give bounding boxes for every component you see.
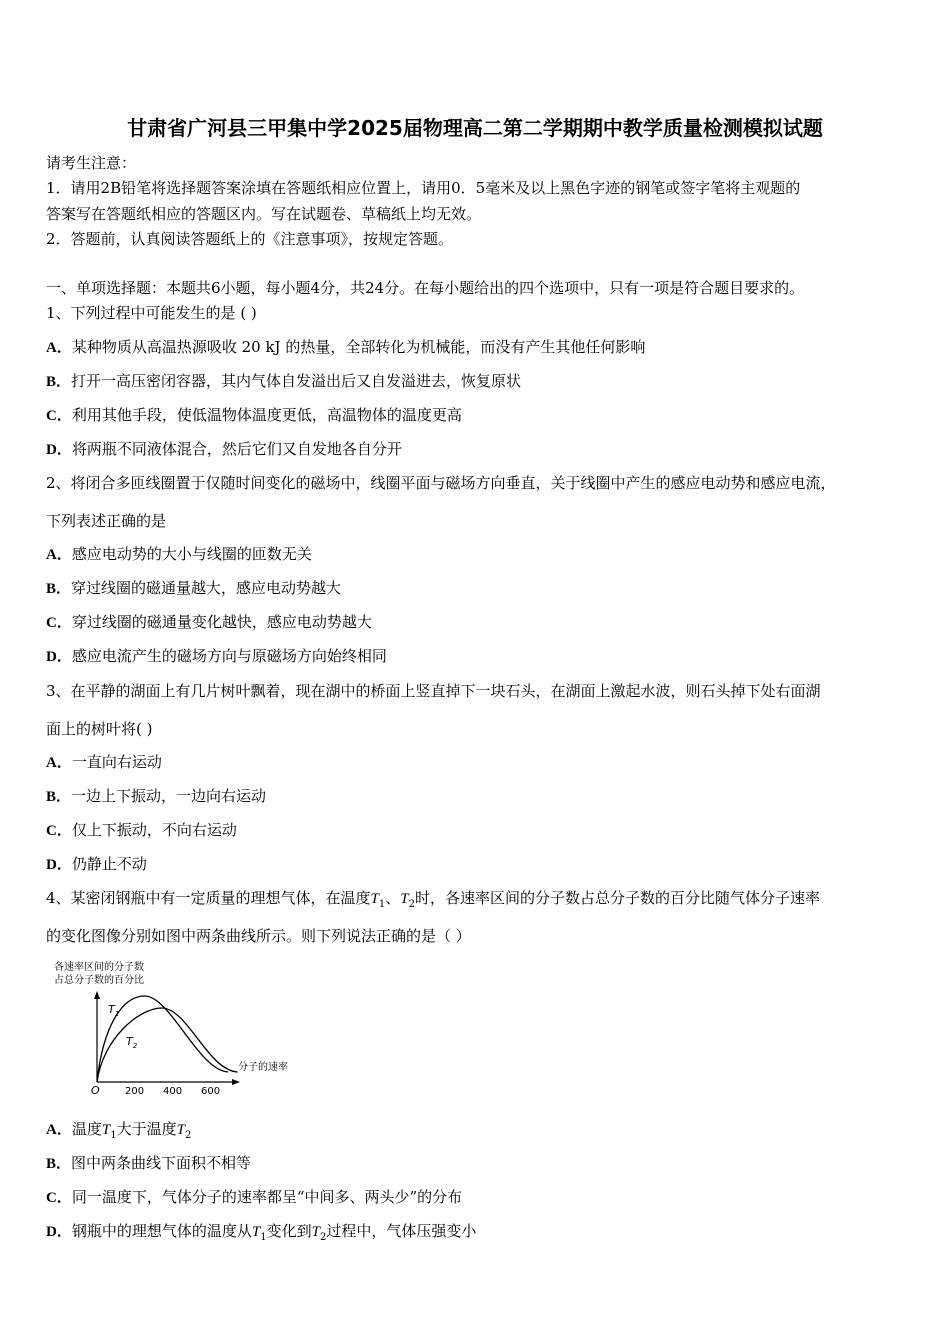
q4-option-a: A．温度$T_1$大于温度$T_2$ bbox=[46, 1120, 192, 1141]
q1-option-c: C．利用其他手段，使低温物体温度更低，高温物体的温度更高 bbox=[46, 406, 462, 424]
section-heading: 一、单项选择题：本题共6小题，每小题4分，共24分。在每小题给出的四个选项中，只有一项是符合题目要求的。 bbox=[46, 279, 805, 297]
notice-heading: 请考生注意： bbox=[46, 154, 137, 172]
q4-option-d: D．钢瓶中的理想气体的温度从$T_1$变化到$T_2$过程中，气体压强变小 bbox=[46, 1222, 477, 1243]
speed-distribution-graph bbox=[50, 958, 310, 1098]
page-title: 甘肃省广河县三甲集中学2025届物理高二第二学期期中教学质量检测模拟试题 bbox=[127, 116, 823, 140]
q2-stem-line2: 下列表述正确的是 bbox=[46, 512, 167, 530]
graph-ylabel-line1: 各速率区间的分子数 bbox=[54, 962, 144, 973]
q1-stem: 1、下列过程中可能发生的是 ( ) bbox=[46, 304, 257, 322]
x-tick-400: 400 bbox=[163, 1086, 183, 1097]
q3-option-d: D．仍静止不动 bbox=[46, 855, 147, 873]
q4-option-b: B．图中两条曲线下面积不相等 bbox=[46, 1154, 252, 1172]
x-tick-200: 200 bbox=[125, 1086, 145, 1097]
q1-option-a: A．某种物质从高温热源吸收 20 kJ 的热量，全部转化为机械能，而没有产生其他任何影响 bbox=[46, 338, 646, 356]
q3-option-a: A．一直向右运动 bbox=[46, 753, 162, 771]
curve-t1 bbox=[97, 996, 228, 1082]
q3-option-b: B．一边上下振动，一边向右运动 bbox=[46, 787, 267, 805]
notice-item2: 2．答题前，认真阅读答题纸上的《注意事项》，按规定答题。 bbox=[46, 230, 454, 248]
graph-xlabel: 分子的速率 bbox=[238, 1062, 288, 1073]
curve-t1-label: $T_1$ bbox=[108, 1003, 120, 1018]
q2-option-b: B．穿过线圈的磁通量越大，感应电动势越大 bbox=[46, 579, 342, 597]
q4-stem-line1: 4、某密闭钢瓶中有一定质量的理想气体，在温度$T_1$、$T_2$时，各速率区间的分子数占总分子数的百分比随气体分子速率 bbox=[46, 889, 821, 910]
graph-origin: O bbox=[91, 1084, 100, 1097]
q4-stem-line2: 的变化图像分别如图中两条曲线所示。则下列说法正确的是（ ） bbox=[46, 927, 471, 945]
notice-item1-line2: 答案写在答题纸相应的答题区内。写在试题卷、草稿纸上均无效。 bbox=[46, 205, 482, 223]
q3-stem-line2: 面上的树叶将( ) bbox=[46, 720, 153, 738]
q3-option-c: C．仅上下振动，不向右运动 bbox=[46, 821, 237, 839]
x-axis-arrow-icon bbox=[232, 1079, 240, 1085]
curve-t2 bbox=[97, 1008, 238, 1082]
q1-option-d: D．将两瓶不同液体混合，然后它们又自发地各自分开 bbox=[46, 440, 402, 458]
q1-option-b: B．打开一高压密闭容器，其内气体自发溢出后又自发溢进去，恢复原状 bbox=[46, 372, 522, 390]
q2-stem-line1: 2、将闭合多匝线圈置于仅随时间变化的磁场中，线圈平面与磁场方向垂直，关于线圈中产生的感应电动势和感应电流， bbox=[46, 474, 836, 492]
q2-option-c: C．穿过线圈的磁通量变化越快，感应电动势越大 bbox=[46, 613, 372, 631]
x-tick-labels bbox=[125, 1086, 220, 1097]
q4-option-c: C．同一温度下，气体分子的速率都呈“中间多、两头少”的分布 bbox=[46, 1188, 463, 1206]
notice-item1-line1: 1．请用2B铅笔将选择题答案涂填在答题纸相应位置上，请用0．5毫米及以上黑色字迹的钢笔或签字笔将主观题的 bbox=[46, 179, 801, 197]
curve-t2-label: $T_2$ bbox=[126, 1035, 138, 1050]
x-tick-600: 600 bbox=[201, 1086, 221, 1097]
y-axis-arrow-icon bbox=[94, 991, 100, 999]
q2-option-d: D．感应电流产生的磁场方向与原磁场方向始终相同 bbox=[46, 647, 387, 665]
q3-stem-line1: 3、在平静的湖面上有几片树叶飘着，现在湖中的桥面上竖直掉下一块石头，在湖面上激起水波，则石头掉下处右面湖 bbox=[46, 682, 821, 700]
graph-ylabel-line2: 占总分子数的百分比 bbox=[54, 975, 144, 986]
q2-option-a: A．感应电动势的大小与线圈的匝数无关 bbox=[46, 545, 312, 563]
